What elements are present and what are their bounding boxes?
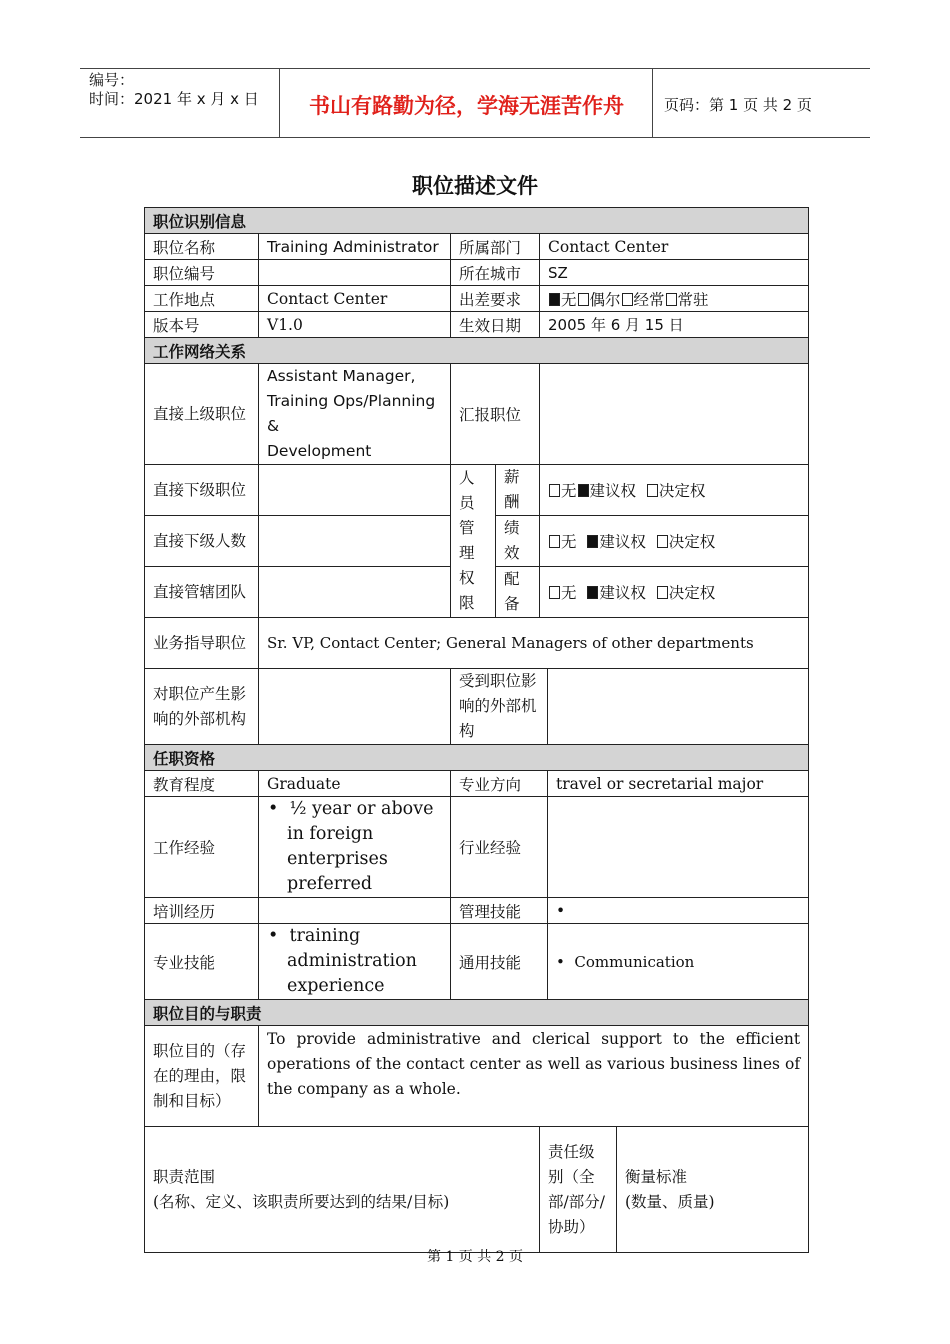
checkbox-checked-icon [578, 484, 589, 497]
training-value [259, 898, 451, 924]
section-identity: 职位识别信息 [145, 208, 809, 234]
ext-affected-label: 受到职位影响的外部机构 [451, 669, 548, 745]
training-label: 培训经历 [145, 898, 259, 924]
dept-label: 所属部门 [451, 234, 540, 260]
position-code-label: 职位编号 [145, 260, 259, 286]
experience-value: • ½ year or above in foreign enterprises preferred [259, 797, 451, 898]
report-value [540, 364, 809, 465]
travel-option: 无 [561, 290, 577, 309]
measure-header [617, 1127, 809, 1253]
position-name-value: Training Administrator [259, 234, 451, 260]
checkbox-icon [549, 586, 560, 599]
auth-option: 建议权 [599, 584, 646, 602]
checkbox-icon [578, 293, 589, 306]
page-header [80, 68, 870, 138]
checkbox-icon [549, 535, 560, 548]
dept-value: Contact Center [540, 234, 809, 260]
scope-label: 职责范围 [153, 1167, 216, 1186]
superior-line: Development [267, 442, 372, 460]
authority-char: 员 [459, 494, 475, 512]
auth-option: 建议权 [589, 482, 637, 500]
purpose-text: To provide administrative and clerical support to the efficient operations of the contact center as well as various business lines of the company as a whole. [259, 1026, 809, 1127]
scope-header [145, 1127, 540, 1253]
auth-option: 建议权 [599, 533, 646, 551]
scope-sub: (名称、定义、该职责所要达到的结果/目标) [153, 1192, 450, 1211]
perf-label: 绩 效 [496, 516, 540, 567]
assign-options [540, 567, 809, 618]
general-label: 通用技能 [451, 924, 548, 1000]
salary-options [540, 465, 809, 516]
checkbox-icon [622, 293, 633, 306]
mgmt-value: • [548, 898, 809, 924]
travel-option: 常驻 [677, 290, 709, 309]
ext-affect-label: 对职位产生影响的外部机构 [145, 669, 259, 745]
authority-char: 理 [459, 544, 475, 562]
time-label: 时间：2021 年 x 月 x 日 [89, 90, 259, 108]
education-value: Graduate [259, 771, 451, 797]
level-label: 责任级别（全部/部分/协助） [540, 1127, 617, 1253]
number-label: 编号： [89, 71, 135, 89]
section-qualification: 任职资格 [145, 745, 809, 771]
assign-label: 配 备 [496, 567, 540, 618]
sub-count-label: 直接下级人数 [145, 516, 259, 567]
city-label: 所在城市 [451, 260, 540, 286]
page-footer: 第 1 页 共 2 页 [426, 1249, 524, 1265]
section-network: 工作网络关系 [145, 338, 809, 364]
checkbox-icon [657, 586, 668, 599]
ext-affect-value [259, 669, 451, 745]
checkbox-icon [647, 484, 658, 497]
perf-options [540, 516, 809, 567]
authority-char: 限 [459, 594, 475, 612]
auth-option: 决定权 [658, 482, 706, 500]
industry-value [548, 797, 809, 898]
location-value: Contact Center [259, 286, 451, 312]
checkbox-checked-icon [587, 535, 598, 548]
checkbox-icon [657, 535, 668, 548]
team-value [259, 567, 451, 618]
general-value: • Communication [548, 924, 809, 1000]
authority-char: 权 [459, 569, 475, 587]
header-meta [80, 69, 280, 137]
team-label: 直接管辖团队 [145, 567, 259, 618]
checkbox-checked-icon [587, 586, 598, 599]
salary-label: 薪 酬 [496, 465, 540, 516]
auth-option: 无 [561, 584, 577, 602]
prof-text: training administration experience [287, 926, 417, 996]
industry-label: 行业经验 [451, 797, 548, 898]
effective-label: 生效日期 [451, 312, 540, 338]
doc-title: 职位描述文件 [412, 174, 538, 198]
authority-char: 管 [459, 519, 475, 537]
job-description-table [144, 207, 809, 1253]
position-code-value [259, 260, 451, 286]
authority-char: 人 [459, 469, 475, 487]
subordinate-value [259, 465, 451, 516]
superior-line: Training Ops/Planning & [267, 392, 436, 435]
measure-sub: (数量、质量) [625, 1192, 715, 1211]
superior-label: 直接上级职位 [145, 364, 259, 465]
sub-count-value [259, 516, 451, 567]
major-label: 专业方向 [451, 771, 548, 797]
guidance-value: Sr. VP, Contact Center; General Managers of other departments [259, 618, 809, 669]
experience-text: ½ year or above in foreign enterprises preferred [287, 799, 434, 894]
version-label: 版本号 [145, 312, 259, 338]
mgmt-label: 管理技能 [451, 898, 548, 924]
auth-option: 无 [561, 533, 577, 551]
location-label: 工作地点 [145, 286, 259, 312]
prof-label: 专业技能 [145, 924, 259, 1000]
authority-label [451, 465, 496, 618]
travel-label: 出差要求 [451, 286, 540, 312]
purpose-label: 职位目的（存在的理由，限制和目标） [145, 1026, 259, 1127]
subordinate-label: 直接下级职位 [145, 465, 259, 516]
auth-option: 决定权 [668, 533, 716, 551]
city-value: SZ [540, 260, 809, 286]
measure-label: 衡量标准 [625, 1167, 688, 1186]
superior-line: Assistant Manager, [267, 367, 416, 385]
auth-option: 无 [561, 482, 577, 500]
education-label: 教育程度 [145, 771, 259, 797]
travel-option: 经常 [633, 290, 665, 309]
header-page-info: 页码：第 1 页 共 2 页 [664, 95, 812, 114]
guidance-label: 业务指导职位 [145, 618, 259, 669]
header-motto: 书山有路勤为径，学海无涯苦作舟 [281, 69, 653, 137]
checkbox-icon [549, 484, 560, 497]
report-label: 汇报职位 [451, 364, 540, 465]
checkbox-checked-icon [549, 293, 560, 306]
ext-affected-value [548, 669, 809, 745]
general-text: Communication [574, 952, 695, 971]
travel-option: 偶尔 [589, 290, 621, 309]
travel-options [540, 286, 809, 312]
version-value: V1.0 [259, 312, 451, 338]
section-purpose: 职位目的与职责 [145, 1000, 809, 1026]
effective-value: 2005 年 6 月 15 日 [540, 312, 809, 338]
position-name-label: 职位名称 [145, 234, 259, 260]
prof-value: • training administration experience [259, 924, 451, 1000]
major-value: travel or secretarial major [548, 771, 809, 797]
checkbox-icon [666, 293, 677, 306]
superior-value [259, 364, 451, 465]
experience-label: 工作经验 [145, 797, 259, 898]
auth-option: 决定权 [668, 584, 716, 602]
